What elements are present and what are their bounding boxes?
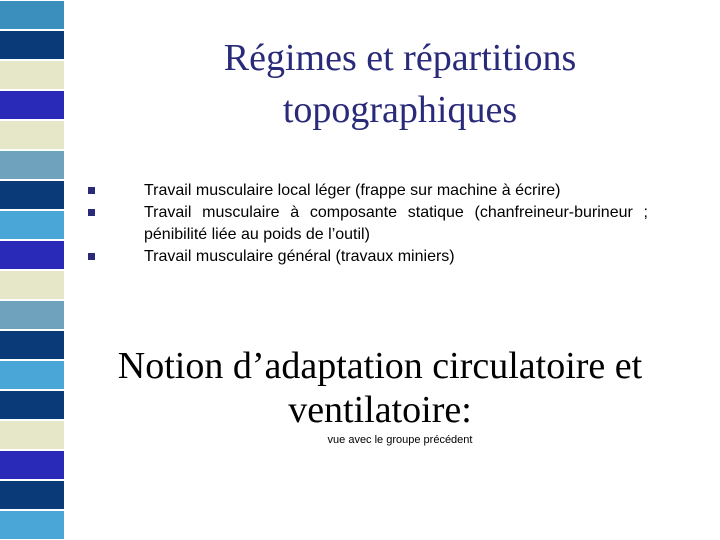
- strip-block: [0, 391, 64, 419]
- strip-block: [0, 361, 64, 389]
- strip-block: [0, 421, 64, 449]
- strip-block: [0, 511, 64, 539]
- footnote-text: vue avec le groupe précédent: [327, 434, 473, 446]
- strip-block: [0, 61, 64, 89]
- strip-block: [0, 211, 64, 239]
- strip-block: [0, 481, 64, 509]
- square-bullet-icon: [88, 209, 95, 216]
- strip-block: [0, 31, 64, 59]
- strip-block: [0, 91, 64, 119]
- strip-block: [0, 271, 64, 299]
- bullet-text: Travail musculaire général (travaux miniers): [144, 248, 455, 265]
- strip-block: [0, 1, 64, 29]
- bullet-list: [88, 180, 648, 268]
- strip-block: [0, 181, 64, 209]
- bullet-text: Travail musculaire à composante statique (chanfreineur-burineur ; pénibilité liée au poids de l’outil): [144, 204, 648, 243]
- strip-block: [0, 451, 64, 479]
- secondary-heading: Notion d’adaptation circulatoire et ventilatoire:: [117, 345, 643, 431]
- bullet-item: [88, 246, 648, 268]
- square-bullet-icon: [88, 253, 95, 260]
- strip-block: [0, 301, 64, 329]
- bullet-item: [88, 180, 648, 202]
- decorative-color-strip: [0, 0, 64, 540]
- strip-block: [0, 151, 64, 179]
- bullet-text: Travail musculaire local léger (frappe sur machine à écrire): [144, 182, 561, 199]
- bullet-item: [88, 202, 648, 246]
- strip-block: [0, 241, 64, 269]
- square-bullet-icon: [88, 187, 95, 194]
- strip-block: [0, 121, 64, 149]
- strip-block: [0, 331, 64, 359]
- slide-title: Régimes et répartitions topographiques: [223, 37, 577, 131]
